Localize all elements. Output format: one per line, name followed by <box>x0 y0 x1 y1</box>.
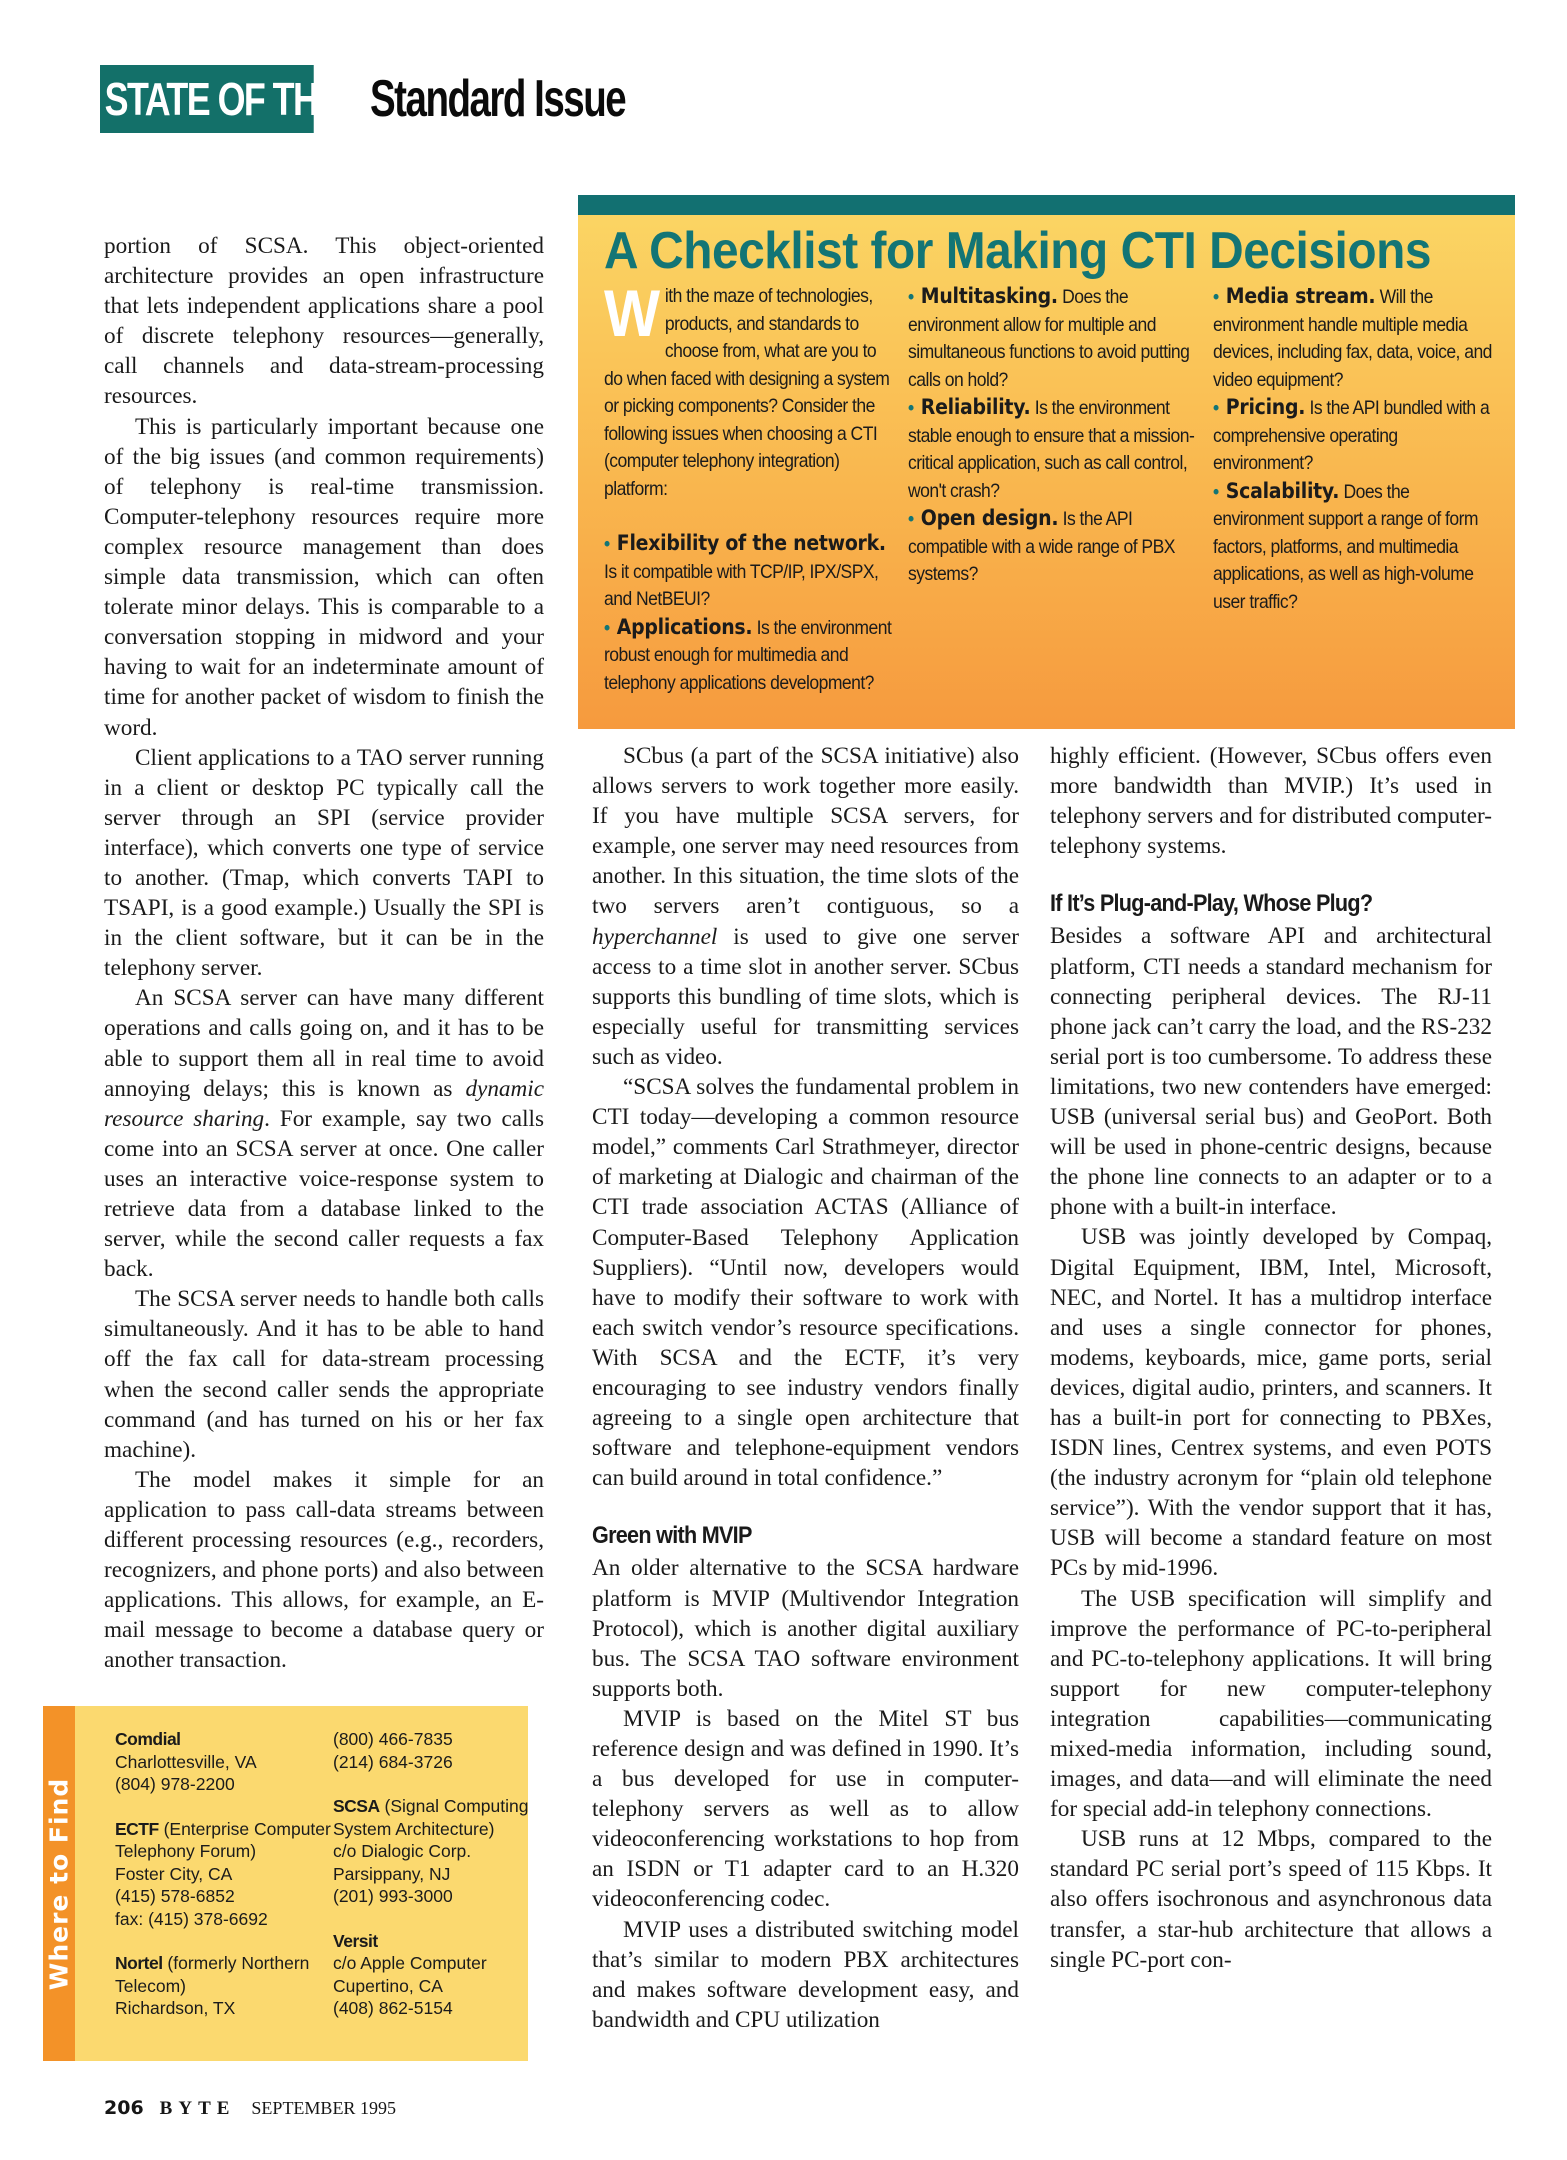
item-term: Pricing. <box>1225 395 1306 419</box>
contact-name: SCSA <box>333 1796 380 1816</box>
item-text: Will the environment handle multiple media devices, including fax, data, voice, and video equipment? <box>1213 286 1492 391</box>
contact-line: Charlottesville, VA <box>115 1751 257 1772</box>
item-term: Applications. <box>616 614 753 639</box>
paragraph: The SCSA server needs to handle both calls simultaneously. And it has to be able to hand off the fax call for data-stream processing when the second caller sends the appropriate command (and has turned on his or her fax machine). <box>104 1286 544 1463</box>
paragraph: USB was jointly developed by Compaq, Digital Equipment, IBM, Intel, Microsoft, NEC, and Nortel. It has a multidrop interface and uses a single connector for phones, modems, keyboards, mice, game ports, serial devices, digital audio, printers, and scanners. It has a built-in port for connecting to PBXes, ISDN lines, Centrex systems, and even POTS (the industry acronym for “plain old telephone service”). With the vendor support that it has, USB will become a standard feature on most PCs by mid-1996. <box>1050 1224 1492 1582</box>
item-term: Scalability. <box>1225 478 1340 503</box>
checklist-item <box>908 505 1196 589</box>
contact-name: Nortel <box>115 1953 163 1973</box>
magazine-name: BYTE <box>159 2098 236 2119</box>
item-text: Is the environment robust enough for multimedia and telephony applications development? <box>604 616 892 694</box>
contact-phone: (408) 862-5154 <box>333 1998 453 2018</box>
contact-phone: (415) 578-6852 <box>115 1886 235 1906</box>
contact-entry <box>333 1930 533 2020</box>
contact-name: Versit <box>333 1930 378 1951</box>
contact-line: Richardson, TX <box>115 1998 236 2018</box>
sidebar-top-bar <box>578 195 1515 215</box>
page-footer <box>104 2097 396 2120</box>
contact-desc: (Signal Computing System Architecture) <box>333 1796 529 1839</box>
drop-cap: W <box>604 276 660 350</box>
item-term: Reliability. <box>920 395 1031 419</box>
paragraph: Besides a software API and architectural platform, CTI needs a standard mechanism for connecting peripheral devices. The RJ-11 phone jack can’t carry the load, and the RS-232 serial port is too cumbersome. To address these limitations, two new contenders have emerged: USB (universal serial bus) and GeoPort. Both will be used in phone-centric designs, because the phone line connects to an adapter or to a phone with a built-in interface. <box>1050 923 1492 1221</box>
checklist-intro <box>604 276 892 503</box>
section-tag: STATE OF THE ART <box>100 65 314 133</box>
contact-line: c/o Dialogic Corp. <box>333 1841 472 1861</box>
contact-line: Cupertino, CA <box>333 1975 443 1996</box>
contacts-column-2 <box>333 1728 533 2042</box>
contacts-column-1 <box>115 1728 335 2042</box>
checklist-item <box>908 394 1196 505</box>
paragraph <box>592 741 1019 1072</box>
paragraph: MVIP is based on the Mitel ST bus reference design and was defined in 1990. It’s a bus developed for use in computer-telephony servers as well as to allow videoconferencing workstations to hop from an ISDN or T1 adapter card to an H.320 videoconferencing codec. <box>592 1705 1019 1913</box>
checklist-column-1 <box>604 276 892 697</box>
item-term: Flexibility of the network. <box>616 531 886 555</box>
contact-line: c/o Apple Computer <box>333 1953 487 1973</box>
checklist-column-3 <box>1213 283 1501 616</box>
section-heading: Green with MVIP <box>592 1522 752 1550</box>
sidebar-title: A Checklist for Making CTI Decisions <box>604 222 1432 280</box>
checklist-item <box>604 614 892 698</box>
bullet-icon: • <box>908 508 914 530</box>
paragraph: Client applications to a TAO server running in a client or desktop PC typically call the server through an SPI (service provider interface), which converts one type of service to another. (Tmap, which converts TAPI to TSAPI, is a good example.) Usually the SPI is in the client software, but it can be in the telephony server. <box>104 744 544 982</box>
contact-entry <box>115 1728 335 1796</box>
issue-date: SEPTEMBER 1995 <box>251 2098 396 2118</box>
contact-entry <box>333 1728 533 1773</box>
bullet-icon: • <box>1213 397 1219 419</box>
text-run: An SCSA server can have many different operations and calls going on, and it has to be able to support them all in real time to avoid annoying delays; this is known as <box>104 985 544 1102</box>
checklist-item <box>1213 478 1501 617</box>
paragraph: The USB specification will simplify and improve the performance of PC-to-peripheral and PC-to-telephony applications. It will bring support for new computer-telephony integration capabilities—communicating mixed-media information, including sound, images, and data—and will eliminate the need for special add-in telephony connections. <box>1050 1585 1492 1823</box>
text-run: is used to give one server access to a time slot in another server. SCbus supports this bundling of time slots, which is especially useful for transmitting services such as video. <box>592 923 1019 1070</box>
paragraph: portion of SCSA. This object-oriented architecture provides an open infrastructure that lets independent applications share a pool of discrete telephony resources—generally, call channels and data-stream-processing resources. <box>104 233 544 410</box>
contact-entry <box>115 1818 335 1931</box>
right-column <box>1050 741 1492 1975</box>
page-header <box>100 64 715 134</box>
contact-phone: (804) 978-2200 <box>115 1774 235 1794</box>
paragraph <box>104 983 544 1284</box>
bullet-icon: • <box>604 616 610 639</box>
contact-desc: (Enterprise Computer Telephony Forum) <box>115 1818 331 1861</box>
contact-entry <box>115 1952 335 2020</box>
contact-desc: (formerly Northern Telecom) <box>115 1953 310 1996</box>
where-to-find-label: Where to Find <box>44 1777 74 1991</box>
paragraph: An older alternative to the SCSA hardware platform is MVIP (Multivendor Integration Protocol), which is another digital auxiliary bus. The SCSA TAO software environment supports both. <box>592 1555 1019 1702</box>
item-term: Multitasking. <box>920 284 1058 308</box>
checklist-item <box>604 530 892 614</box>
contact-phone: (800) 466-7835 <box>333 1729 453 1749</box>
bullet-icon: • <box>1213 286 1219 308</box>
bullet-icon: • <box>1213 480 1219 503</box>
paragraph: The model makes it simple for an application to pass call-data streams between different processing resources (e.g., recorders, recognizers, and phone ports) and also between applications. This allows, for example, an E-mail message to become a database query or another transaction. <box>104 1466 544 1674</box>
middle-column <box>592 741 1019 2035</box>
paragraph: MVIP uses a distributed switching model that’s similar to modern PBX architectures and makes software development easy, and bandwidth and CPU utilization <box>592 1916 1019 2033</box>
paragraph: This is particularly important because one of the big issues (and common requirements) of telephony is real-time transmission. Computer-telephony resources require more complex resource management than does simple data transmission, which can often tolerate minor delays. This is comparable to a conversation stopping in midword and your having to wait for an indeterminate amount of time for another packet of wisdom to finish the word. <box>104 413 544 741</box>
item-term: Media stream. <box>1225 284 1376 308</box>
item-text: Does the environment allow for multiple and simultaneous functions to avoid putting calls on hold? <box>908 286 1190 391</box>
page-number: 206 <box>104 2097 144 2119</box>
bullet-icon: • <box>908 397 914 419</box>
bullet-icon: • <box>604 533 610 555</box>
left-column <box>104 231 544 1676</box>
contact-phone: (214) 684-3726 <box>333 1751 453 1772</box>
contact-name: ECTF <box>115 1818 159 1839</box>
item-text: Is the API bundled with a comprehensive operating environment? <box>1213 397 1490 474</box>
checklist-item <box>1213 283 1501 394</box>
section-heading: If It’s Plug-and-Play, Whose Plug? <box>1050 890 1373 918</box>
item-text: Is the API compatible with a wide range of PBX systems? <box>908 508 1175 585</box>
contact-fax: fax: (415) 378-6692 <box>115 1908 268 1929</box>
quote-paragraph: “SCSA solves the fundamental problem in CTI today—developing a common resource model,” comments Carl Strathmeyer, director of marketing at Dialogic and chairman of the CTI trade association ACTAS (Alliance of Computer-Based Telephony Application Suppliers). “Until now, developers would have to modify their software to work with each switch vendor’s resource specifications. With SCSA and the ECTF, it’s very encouraging to see industry vendors finally agreeing to a single open architecture that software and telephone-equipment vendors can build around in total confidence.” <box>592 1074 1019 1492</box>
paragraph: USB runs at 12 Mbps, compared to the standard PC serial port’s speed of 115 Kbps. It also offers isochronous and asynchronous data transfer, a star-hub architecture that allows a single PC-port con- <box>1050 1826 1492 1973</box>
contact-phone: (201) 993-3000 <box>333 1886 453 1906</box>
item-term: Open design. <box>920 506 1059 530</box>
contact-name: Comdial <box>115 1729 181 1749</box>
checklist-item <box>908 283 1196 394</box>
text-run: . For example, say two calls come into an SCSA server at once. One caller uses an interactive voice-response system to retrieve data from a database linked to the server, while the second caller requests a fax back. <box>104 1105 545 1283</box>
item-text: Does the environment support a range of form factors, platforms, and multimedia applications, as well as high-volume user traffic? <box>1213 480 1478 613</box>
italic-term: dynamic resource sharing <box>104 1075 544 1132</box>
contact-line: Parsippany, NJ <box>333 1863 451 1884</box>
item-text: Is it compatible with TCP/IP, IPX/SPX, and NetBEUI? <box>604 560 879 610</box>
checklist-column-2 <box>908 283 1196 589</box>
contact-entry <box>333 1795 533 1908</box>
italic-term: hyperchannel <box>592 923 718 950</box>
contact-line: Foster City, CA <box>115 1863 233 1884</box>
item-text: Is the environment stable enough to ensure that a mission-critical application, such as call control, won't crash? <box>908 397 1195 502</box>
intro-text: ith the maze of technologies, products, and standards to choose from, what are you to do when faced with designing a system or picking components? Consider the following issues when choosing a CTI (computer telephony integration) platform: <box>604 285 890 500</box>
bullet-icon: • <box>908 286 914 308</box>
text-run: SCbus (a part of the SCSA initiative) also allows servers to work together more easily. If you have multiple SCSA servers, for example, one server may need resources from another. In this situation, the time slots of the two servers aren’t contiguous, so a <box>592 743 1019 920</box>
article-title: Standard Issue <box>370 70 626 128</box>
checklist-sidebar <box>578 195 1515 729</box>
paragraph: highly efficient. (However, SCbus offers even more bandwidth than MVIP.) It’s used in telephony servers and for distributed computer-telephony systems. <box>1050 743 1492 860</box>
where-to-find-box <box>43 1706 528 2061</box>
checklist-item <box>1213 394 1501 478</box>
